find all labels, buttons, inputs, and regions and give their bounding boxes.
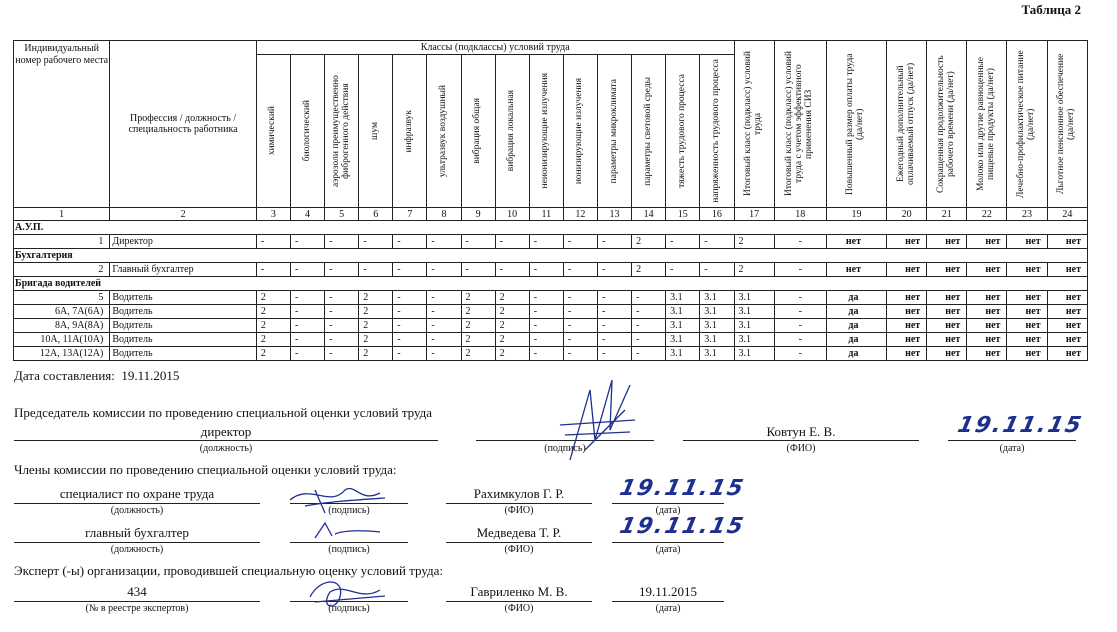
header-factor <box>290 55 324 208</box>
column-number: 11 <box>529 208 563 221</box>
final-class: 3.1 <box>734 291 774 305</box>
group-row <box>14 249 1088 263</box>
column-number: 23 <box>1007 208 1047 221</box>
benefit-value: нет <box>1047 333 1087 347</box>
benefit-value: нет <box>927 319 967 333</box>
benefit-value: нет <box>1047 263 1087 277</box>
final-class: 2 <box>734 235 774 249</box>
factor-class: - <box>597 347 631 361</box>
expert-name: Гавриленко М. В. <box>470 584 568 599</box>
factor-class: - <box>563 347 597 361</box>
header-benefit <box>887 41 927 208</box>
benefit-value: нет <box>887 291 927 305</box>
factor-class: - <box>597 305 631 319</box>
caption-fio: (ФИО) <box>786 443 816 454</box>
table-row <box>14 305 1088 319</box>
factor-class: - <box>563 305 597 319</box>
column-number: 4 <box>290 208 324 221</box>
factor-class: 2 <box>461 319 495 333</box>
factor-class: 2 <box>461 305 495 319</box>
profession: Водитель <box>110 291 257 305</box>
factor-class: 2 <box>461 333 495 347</box>
factor-class: - <box>666 235 700 249</box>
header-benefit-text: Молоко или другие равноценные пищевые продукты (да/нет) <box>975 57 996 192</box>
table-label: Таблица 2 <box>1021 2 1081 17</box>
header-factor <box>495 55 529 208</box>
group-name: А.У.П. <box>14 221 1088 235</box>
factor-class: - <box>597 333 631 347</box>
benefit-value: нет <box>967 291 1007 305</box>
header-factor-text: шум <box>369 122 380 140</box>
column-number: 12 <box>563 208 597 221</box>
caption-fio: (ФИО) <box>504 544 534 555</box>
factor-class: - <box>632 305 666 319</box>
benefit-value: нет <box>1007 319 1047 333</box>
factor-class: - <box>393 291 427 305</box>
column-number: 1 <box>14 208 110 221</box>
factor-class: 3.1 <box>700 291 734 305</box>
caption-position: (должность) <box>110 505 164 516</box>
column-number: 9 <box>461 208 495 221</box>
benefit-value: нет <box>967 263 1007 277</box>
date-label: Дата составления: 19.11.2015 <box>14 368 180 383</box>
benefit-value: нет <box>1047 291 1087 305</box>
factor-class: 2 <box>256 347 290 361</box>
factor-class: 2 <box>359 347 393 361</box>
header-benefit-text: Лечебно-профилактическое питание (да/нет) <box>1016 50 1037 198</box>
member-1-position: специалист по охране труда <box>59 486 215 501</box>
benefit-value: нет <box>1047 305 1087 319</box>
header-factor <box>563 55 597 208</box>
member-1-date-handwritten: 19.11.15 <box>617 476 748 501</box>
factor-class: - <box>529 319 563 333</box>
factor-class: 2 <box>461 347 495 361</box>
group-row <box>14 277 1088 291</box>
factor-class: 2 <box>495 319 529 333</box>
benefit-value: нет <box>927 347 967 361</box>
header-factor-text: неионизирующие излучения <box>540 73 551 189</box>
caption-date: (дата) <box>655 544 681 555</box>
workplace-id: 12А, 13А(12А) <box>14 347 110 361</box>
factor-class: 2 <box>495 305 529 319</box>
factor-class: - <box>325 235 359 249</box>
factor-class: 2 <box>359 319 393 333</box>
member-2-position: главный бухгалтер <box>85 525 189 540</box>
header-factor-text: напряженность трудового процесса <box>710 59 721 203</box>
factor-class: - <box>632 347 666 361</box>
header-factor-text: вибрация локальная <box>506 90 517 172</box>
factor-class: 3.1 <box>700 347 734 361</box>
factor-class: - <box>495 235 529 249</box>
benefit-value: нет <box>826 263 886 277</box>
header-profession: Профессия / должность / специальность работника <box>110 41 257 208</box>
factor-class: - <box>427 305 461 319</box>
factor-class: - <box>325 263 359 277</box>
table-row <box>14 235 1088 249</box>
header-factor <box>632 55 666 208</box>
date-value: 19.11.2015 <box>121 368 180 383</box>
factor-class: - <box>563 333 597 347</box>
final-class: 3.1 <box>734 319 774 333</box>
benefit-value: нет <box>927 263 967 277</box>
header-factor-text: аэрозоли преимущественно фиброгенного действия <box>330 75 351 187</box>
factor-class: - <box>325 333 359 347</box>
header-factor <box>666 55 700 208</box>
factor-class: - <box>700 263 734 277</box>
caption-signature: (подпись) <box>328 505 370 516</box>
factor-class: - <box>325 291 359 305</box>
caption-date: (дата) <box>655 603 681 614</box>
final-class-siz: - <box>774 347 826 361</box>
factor-class: 3.1 <box>700 319 734 333</box>
factor-class: - <box>632 333 666 347</box>
column-number: 3 <box>256 208 290 221</box>
header-factor-text: инфразвук <box>403 109 414 153</box>
final-class-siz: - <box>774 319 826 333</box>
benefit-value: нет <box>887 235 927 249</box>
header-benefit <box>1007 41 1047 208</box>
table-row <box>14 319 1088 333</box>
header-factor-text: ультразвук воздушный <box>437 84 448 178</box>
factor-class: - <box>666 263 700 277</box>
header-id: Индивидуальный номер рабочего места <box>14 41 110 208</box>
header-factor <box>359 55 393 208</box>
expert-title: Эксперт (-ы) организации, проводившей специальную оценку условий труда: <box>14 563 444 578</box>
header-factor <box>529 55 563 208</box>
table-row <box>14 263 1088 277</box>
benefit-value: нет <box>887 319 927 333</box>
caption-signature: (подпись) <box>328 544 370 555</box>
benefit-value: нет <box>1007 291 1047 305</box>
benefit-value: нет <box>967 333 1007 347</box>
benefit-value: нет <box>887 333 927 347</box>
factor-class: - <box>290 333 324 347</box>
factor-class: - <box>427 291 461 305</box>
factor-class: - <box>563 235 597 249</box>
column-number: 2 <box>110 208 257 221</box>
chair-title: Председатель комиссии по проведению специальной оценки условий труда <box>14 405 433 420</box>
header-benefit <box>1047 41 1087 208</box>
caption-fio: (ФИО) <box>504 505 534 516</box>
benefit-value: да <box>826 347 886 361</box>
factor-class: 2 <box>359 305 393 319</box>
factor-class: - <box>563 263 597 277</box>
factor-class: - <box>597 291 631 305</box>
factor-class: - <box>290 291 324 305</box>
header-classes-group: Классы (подклассы) условий труда <box>256 41 734 55</box>
factor-class: - <box>529 235 563 249</box>
benefit-value: нет <box>887 347 927 361</box>
benefit-value: да <box>826 333 886 347</box>
final-class: 3.1 <box>734 333 774 347</box>
member-2-name: Медведева Т. Р. <box>476 525 562 540</box>
benefit-value: нет <box>1047 235 1087 249</box>
caption-date: (дата) <box>999 443 1025 454</box>
factor-class: 2 <box>495 347 529 361</box>
table-row <box>14 291 1088 305</box>
column-number: 7 <box>393 208 427 221</box>
benefit-value: нет <box>927 291 967 305</box>
factor-class: - <box>529 333 563 347</box>
benefit-value: да <box>826 319 886 333</box>
factor-class: 2 <box>461 291 495 305</box>
column-number: 21 <box>927 208 967 221</box>
header-factor <box>461 55 495 208</box>
benefit-value: нет <box>967 347 1007 361</box>
factor-class: - <box>290 319 324 333</box>
factor-class: - <box>632 291 666 305</box>
workplace-id: 6А, 7А(6А) <box>14 305 110 319</box>
column-number: 16 <box>700 208 734 221</box>
factor-class: - <box>290 305 324 319</box>
header-factor-text: параметры микроклимата <box>608 78 619 184</box>
header-benefit <box>927 41 967 208</box>
profession: Водитель <box>110 305 257 319</box>
factor-class: 2 <box>495 291 529 305</box>
column-number: 20 <box>887 208 927 221</box>
factor-class: 3.1 <box>666 347 700 361</box>
benefit-value: нет <box>967 305 1007 319</box>
benefit-value: нет <box>1047 319 1087 333</box>
factor-class: 3.1 <box>700 305 734 319</box>
chair-name: Ковтун Е. В. <box>766 424 836 439</box>
caption-position: (должность) <box>110 544 164 555</box>
factor-class: 2 <box>256 291 290 305</box>
benefit-value: нет <box>1007 305 1047 319</box>
group-row <box>14 221 1088 235</box>
factor-class: - <box>529 305 563 319</box>
benefit-value: нет <box>927 235 967 249</box>
factor-class: 2 <box>632 263 666 277</box>
factor-class: - <box>359 235 393 249</box>
header-factor-text: тяжесть трудового процесса <box>676 74 687 188</box>
factor-class: - <box>290 347 324 361</box>
factor-class: 3.1 <box>666 333 700 347</box>
workplace-id: 1 <box>14 235 110 249</box>
workplace-id: 10А, 11А(10А) <box>14 333 110 347</box>
profession: Директор <box>110 235 257 249</box>
benefit-value: нет <box>1047 347 1087 361</box>
workplace-id: 2 <box>14 263 110 277</box>
benefit-value: нет <box>826 235 886 249</box>
benefit-value: да <box>826 291 886 305</box>
factor-class: 2 <box>632 235 666 249</box>
factor-class: - <box>325 305 359 319</box>
factor-class: 3.1 <box>666 305 700 319</box>
profession: Водитель <box>110 333 257 347</box>
member-2-date-handwritten: 19.11.15 <box>617 514 748 539</box>
benefit-value: нет <box>1007 333 1047 347</box>
final-class-siz: - <box>774 305 826 319</box>
member-1-name: Рахимкулов Г. Р. <box>473 486 565 501</box>
factor-class: 3.1 <box>700 333 734 347</box>
header-factor-text: параметры световой среды <box>642 76 653 186</box>
factor-class: 2 <box>256 305 290 319</box>
factor-class: - <box>529 347 563 361</box>
factor-class: - <box>529 291 563 305</box>
profession: Главный бухгалтер <box>110 263 257 277</box>
factor-class: 2 <box>359 291 393 305</box>
caption-reg: (№ в реестре экспертов) <box>85 603 189 614</box>
factor-class: - <box>529 263 563 277</box>
benefit-value: да <box>826 305 886 319</box>
header-factor-text: химический <box>267 106 278 156</box>
column-number: 22 <box>967 208 1007 221</box>
factor-class: - <box>290 235 324 249</box>
column-number: 14 <box>632 208 666 221</box>
factor-class: - <box>393 235 427 249</box>
workplace-id: 5 <box>14 291 110 305</box>
header-final-class-siz <box>774 41 826 208</box>
factor-class: - <box>495 263 529 277</box>
factor-class: - <box>597 319 631 333</box>
caption-fio: (ФИО) <box>504 603 534 614</box>
benefit-value: нет <box>887 263 927 277</box>
factor-class: - <box>325 319 359 333</box>
factor-class: - <box>325 347 359 361</box>
final-class-siz: - <box>774 263 826 277</box>
header-factor <box>256 55 290 208</box>
final-class-siz: - <box>774 291 826 305</box>
column-number: 17 <box>734 208 774 221</box>
factor-class: - <box>256 263 290 277</box>
column-number: 5 <box>325 208 359 221</box>
factor-class: - <box>597 235 631 249</box>
factor-class: - <box>393 333 427 347</box>
table-row <box>14 333 1088 347</box>
factor-class: - <box>359 263 393 277</box>
benefit-value: нет <box>1007 235 1047 249</box>
factor-class: - <box>632 319 666 333</box>
header-factor <box>427 55 461 208</box>
header-benefit <box>826 41 886 208</box>
factor-class: 3.1 <box>666 291 700 305</box>
expert-reg-no: 434 <box>127 584 147 599</box>
factor-class: 2 <box>359 333 393 347</box>
header-benefit <box>967 41 1007 208</box>
benefit-value: нет <box>927 305 967 319</box>
header-factor-text: ионизирующие излучения <box>574 77 585 185</box>
factor-class: - <box>461 235 495 249</box>
benefit-value: нет <box>887 305 927 319</box>
group-name: Бухгалтерия <box>14 249 1088 263</box>
working-conditions-table <box>13 40 1088 361</box>
header-factor-text: биологический <box>301 100 312 162</box>
benefit-value: нет <box>967 235 1007 249</box>
header-benefit-text: Льготное пенсионное обеспечение (да/нет) <box>1056 53 1077 195</box>
header-benefit-text: Сокращенная продолжительность рабочего времени (да/нет) <box>935 55 956 193</box>
chair-position: директор <box>200 424 252 439</box>
header-final-class-siz-text: Итоговый класс (подкласс) условий труда с учетом эффективного применения СИЗ <box>784 51 815 197</box>
column-number: 24 <box>1047 208 1087 221</box>
factor-class: 2 <box>256 333 290 347</box>
factor-class: - <box>256 235 290 249</box>
factor-class: - <box>393 263 427 277</box>
factor-class: - <box>290 263 324 277</box>
header-final-class-text: Итоговый класс (подкласс) условий труда <box>743 51 764 197</box>
group-name: Бригада водителей <box>14 277 1088 291</box>
final-class: 3.1 <box>734 347 774 361</box>
final-class-siz: - <box>774 333 826 347</box>
header-factor-text: вибрация общая <box>472 98 483 164</box>
column-number: 8 <box>427 208 461 221</box>
header-benefit-text: Ежегодный дополнительный оплачиваемый отпуск (да/нет) <box>895 62 916 186</box>
benefit-value: нет <box>1007 263 1047 277</box>
chair-signature <box>530 370 650 470</box>
column-number: 19 <box>826 208 886 221</box>
factor-class: - <box>427 333 461 347</box>
header-benefit-text: Повышенный размер оплаты труда (да/нет) <box>845 53 866 195</box>
column-number: 18 <box>774 208 826 221</box>
expert-date: 19.11.2015 <box>638 584 698 599</box>
benefit-value: нет <box>927 333 967 347</box>
factor-class: 2 <box>256 319 290 333</box>
table-row <box>14 347 1088 361</box>
factor-class: 3.1 <box>666 319 700 333</box>
profession: Водитель <box>110 347 257 361</box>
caption-signature: (подпись) <box>328 603 370 614</box>
factor-class: - <box>427 235 461 249</box>
members-title: Члены комиссии по проведению специальной оценки условий труда: <box>14 462 397 477</box>
final-class: 2 <box>734 263 774 277</box>
final-class: 3.1 <box>734 305 774 319</box>
factor-class: - <box>563 319 597 333</box>
caption-signature: (подпись) <box>544 443 586 454</box>
final-class-siz: - <box>774 235 826 249</box>
factor-class: - <box>427 347 461 361</box>
column-number: 6 <box>359 208 393 221</box>
column-number: 15 <box>666 208 700 221</box>
header-factor <box>700 55 734 208</box>
factor-class: - <box>393 319 427 333</box>
header-factor <box>597 55 631 208</box>
chair-date-handwritten: 19.11.15 <box>955 413 1086 438</box>
factor-class: - <box>393 305 427 319</box>
profession: Водитель <box>110 319 257 333</box>
factor-class: - <box>427 319 461 333</box>
factor-class: - <box>597 263 631 277</box>
caption-date: (дата) <box>655 505 681 516</box>
benefit-value: нет <box>967 319 1007 333</box>
header-factor <box>325 55 359 208</box>
header-factor <box>393 55 427 208</box>
caption-position: (должность) <box>199 443 253 454</box>
factor-class: - <box>461 263 495 277</box>
factor-class: - <box>700 235 734 249</box>
column-number: 10 <box>495 208 529 221</box>
header-final-class <box>734 41 774 208</box>
workplace-id: 8А, 9А(8А) <box>14 319 110 333</box>
factor-class: 2 <box>495 333 529 347</box>
column-number: 13 <box>597 208 631 221</box>
factor-class: - <box>563 291 597 305</box>
factor-class: - <box>427 263 461 277</box>
factor-class: - <box>393 347 427 361</box>
benefit-value: нет <box>1007 347 1047 361</box>
